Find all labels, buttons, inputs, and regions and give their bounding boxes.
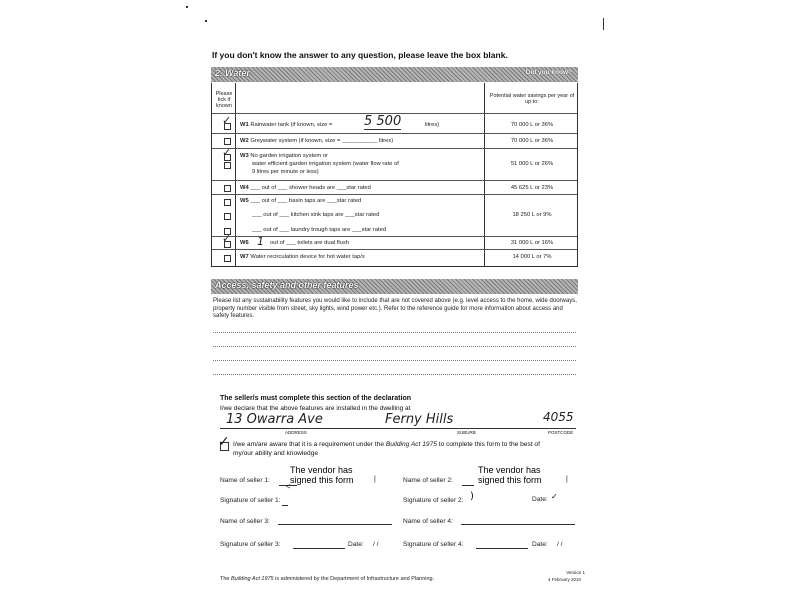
- address-line: [220, 428, 576, 429]
- w7-checkbox[interactable]: [224, 255, 231, 262]
- tick-mark-icon: ✓: [222, 114, 232, 127]
- access-section-header: [211, 279, 578, 294]
- seller-4-name-label: Name of seller 4:: [403, 518, 453, 525]
- w3-text: No garden irrigation system or: [250, 153, 328, 159]
- tick-mark-icon: ✓: [218, 434, 230, 450]
- seller-2-signature-label: Signature of seller 2:: [403, 497, 464, 504]
- w4-value: 45 625 L or 23%: [510, 185, 554, 191]
- footer-text-part: is administered by the Department of Infrastructure and Planning.: [275, 576, 435, 582]
- row-divider: [212, 133, 577, 134]
- w3-text-2: water efficient garden irrigation system (water flow rate of: [252, 161, 399, 167]
- w1-code: W1: [240, 122, 249, 128]
- w4-label: [240, 185, 371, 191]
- property-postcode[interactable]: 4055: [543, 410, 574, 424]
- scan-speck: [603, 18, 604, 30]
- seller-4-date-label: Date:: [532, 541, 548, 548]
- w5-label: [240, 198, 361, 204]
- postcode-caption: POSTCODE: [548, 430, 574, 435]
- suburb-caption: SUBURB: [457, 430, 476, 435]
- row-divider: [212, 236, 577, 237]
- access-entry-line[interactable]: [213, 346, 576, 347]
- w4-text: ___ out of ___ shower heads are ___star rated: [250, 185, 371, 191]
- w5-text: ___ out of ___ basin taps are ___star rated: [250, 198, 362, 204]
- w7-text: Water recirculation device for hot water tap/s: [250, 254, 365, 260]
- w2-label: [240, 138, 393, 144]
- w4-code: W4: [240, 185, 249, 191]
- w7-value: 14 000 L or 7%: [512, 254, 552, 260]
- seller-3-date-field[interactable]: / /: [373, 541, 379, 548]
- signature-mark: ): [470, 491, 474, 502]
- seller-1-signature-label: Signature of seller 1:: [220, 497, 281, 504]
- w5-text-2: ___ out of ___ kitchen sink taps are ___star rated: [252, 212, 380, 218]
- seller-2-name-label: Name of seller 2:: [403, 477, 453, 484]
- row-divider: [212, 249, 577, 250]
- seller-3-signature-label: Signature of seller 3:: [220, 541, 281, 548]
- aware-text-part: I/we am/are aware that it is a requirement under the: [233, 441, 384, 448]
- pen-mark: ✓: [551, 492, 558, 501]
- declaration-intro: I/we declare that the above features are installed in the dwelling at: [220, 405, 411, 412]
- seller-1-signature-field[interactable]: [282, 505, 288, 506]
- scan-speck: [205, 20, 207, 22]
- seller-4-date-field[interactable]: / /: [557, 541, 563, 548]
- w1-value: 70 000 L or 36%: [510, 122, 554, 128]
- property-address[interactable]: 13 Owarra Ave: [226, 412, 323, 427]
- pen-mark: <: [286, 482, 291, 491]
- column-divider: [484, 83, 485, 266]
- w6-count[interactable]: 1: [257, 235, 264, 248]
- seller-3-date-label: Date:: [348, 541, 364, 548]
- seller-4-signature-label: Signature of seller 4:: [403, 541, 464, 548]
- water-section-title: 2. Water: [215, 68, 250, 78]
- w7-code: W7: [240, 254, 249, 260]
- w7-label: [240, 254, 365, 260]
- w3-code: W3: [240, 153, 249, 159]
- w1-suffix: litres): [425, 122, 440, 128]
- w1-label: [240, 122, 332, 128]
- seller-2-date-label: Date:: [532, 496, 548, 503]
- instruction-text: If you don't know the answer to any question, please leave the box blank.: [212, 50, 508, 60]
- access-entry-line[interactable]: [213, 332, 576, 333]
- savings-column-header: Potential water savings per year of up to:: [489, 93, 575, 105]
- w4-checkbox[interactable]: [224, 185, 231, 192]
- row-divider: [212, 148, 577, 149]
- tick-column-header: Please tick if known: [215, 91, 233, 109]
- w3-value: 51 000 L or 26%: [510, 161, 554, 167]
- aware-text-line-2: my/our ability and knowledge: [233, 450, 319, 457]
- seller-3-signature-field[interactable]: [293, 548, 345, 549]
- tick-mark-icon: ✓: [222, 146, 232, 159]
- property-suburb[interactable]: Ferny Hills: [385, 412, 454, 427]
- w2-text: Greywater system (if known, size = ___________ litres): [250, 138, 394, 144]
- water-section-header: [211, 67, 578, 82]
- w2-code: W2: [240, 138, 249, 144]
- footer-act-name: Building Act 1975: [231, 576, 274, 582]
- row-divider: [212, 194, 577, 195]
- row-divider: [212, 180, 577, 181]
- version-label: Version 1: [566, 570, 585, 575]
- vendor-signed-stamp: The vendor has signed this form: [290, 465, 362, 485]
- access-entry-line[interactable]: [213, 360, 576, 361]
- seller-4-name-field[interactable]: [461, 524, 575, 525]
- w5-code: W5: [240, 198, 249, 204]
- w1-tank-size[interactable]: 5 500: [364, 114, 402, 129]
- w3-text-3: 9 litres per minute or less): [252, 169, 319, 175]
- water-table: [211, 83, 578, 267]
- address-caption: ADDRESS: [285, 430, 307, 435]
- seller-2-name-field[interactable]: [462, 485, 474, 486]
- aware-text: [233, 441, 540, 448]
- seller-1-name-label: Name of seller 1:: [220, 477, 270, 484]
- scan-speck: [186, 6, 188, 8]
- w3-checkbox-alt[interactable]: [224, 162, 231, 169]
- seller-4-signature-field[interactable]: [476, 548, 528, 549]
- footer-text-part: The: [220, 576, 230, 582]
- version-date: 4 February 2010: [548, 577, 582, 582]
- aware-act-name: Building Act 1975: [385, 441, 437, 448]
- w6-label: [240, 240, 249, 246]
- pen-mark: |: [566, 476, 568, 483]
- pen-mark: |: [374, 476, 376, 483]
- vendor-signed-stamp: The vendor has signed this form: [478, 465, 554, 485]
- did-you-know-label: Did you know?: [525, 69, 572, 76]
- seller-3-name-field[interactable]: [278, 524, 392, 525]
- column-divider: [235, 83, 236, 266]
- w3-label: [240, 153, 328, 159]
- tick-mark-icon: ✓: [222, 232, 232, 245]
- aware-text-part: to complete this form to the best of: [438, 441, 540, 448]
- w5-text-3: ___ out of ___ laundry trough taps are ___star rated: [252, 227, 387, 233]
- w5-kitchen-checkbox[interactable]: [224, 213, 231, 220]
- w6-value: 31 000 L or 16%: [510, 240, 554, 246]
- w5-value: 18 250 L or 9%: [512, 212, 552, 218]
- w5-basin-checkbox[interactable]: [224, 199, 231, 206]
- seller-3-name-label: Name of seller 3:: [220, 518, 270, 525]
- w2-checkbox[interactable]: [224, 138, 231, 145]
- w1-text: Rainwater tank (if known, size =: [250, 122, 333, 128]
- w6-code: W6: [240, 240, 249, 246]
- access-entry-line[interactable]: [213, 374, 576, 375]
- access-section-title: Access, safety and other features: [215, 280, 359, 290]
- footer-text: [220, 576, 434, 582]
- declaration-heading: The seller/s must complete this section of the declaration: [220, 395, 411, 402]
- access-instructions: Please list any sustainability features you would like to include that are not covered above (e.g. level access to the home, wide doorways, property number visible from street, sky lights, wind power etc.). Refer to the reference guide for more information about access and safety features.: [213, 298, 577, 319]
- w2-value: 70 000 L or 36%: [510, 138, 554, 144]
- w6-text: out of ___ toilets are dual flush: [270, 240, 349, 246]
